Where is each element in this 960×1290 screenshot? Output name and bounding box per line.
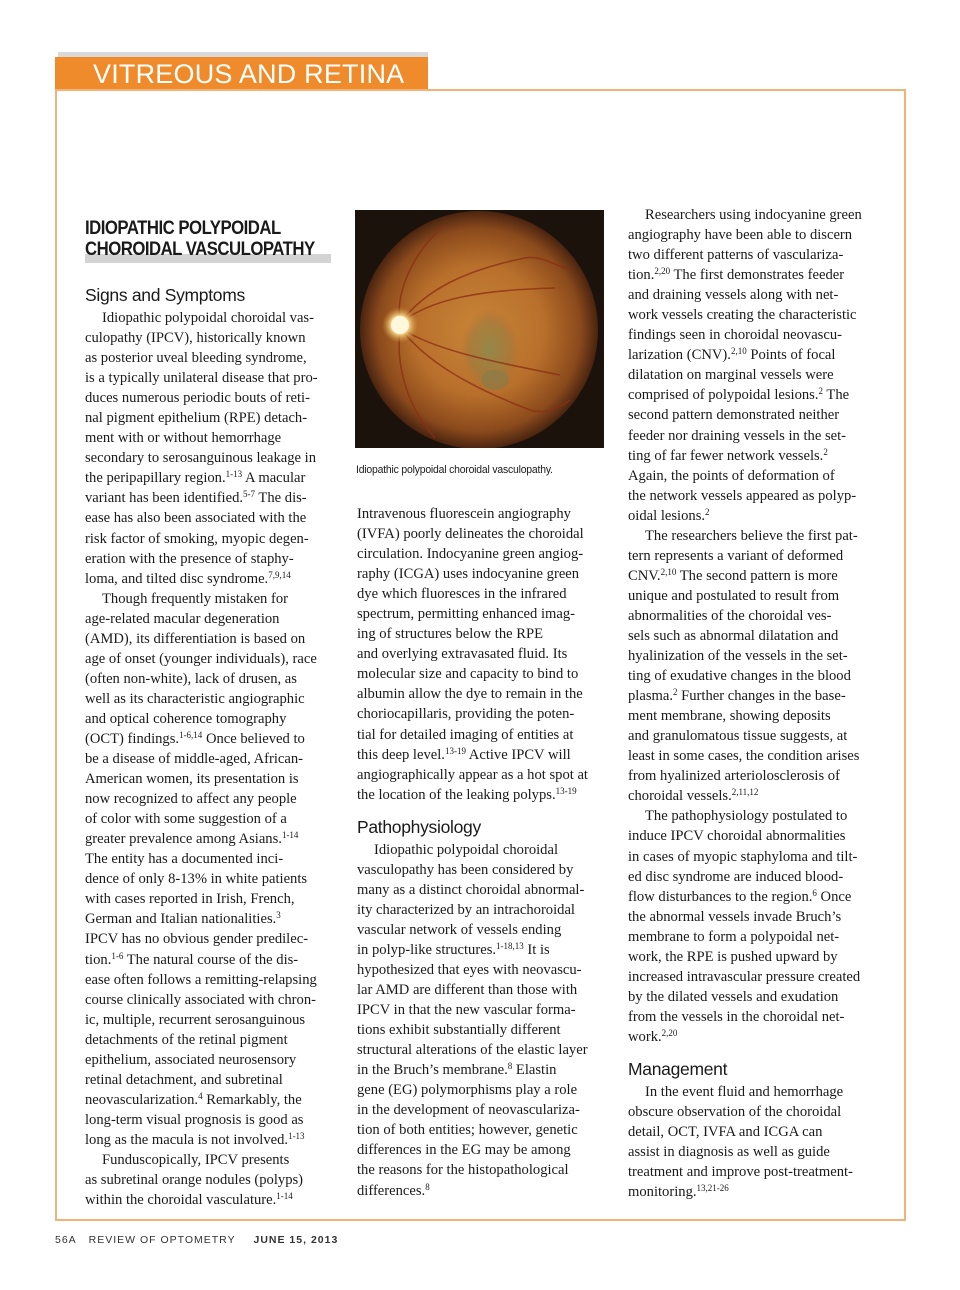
subhead-pathophysiology: Pathophysiology xyxy=(357,816,481,837)
paragraph: Funduscopically, IPCV presents as subretinal orange nodules (polyps) within the choroidal vasculature.$^{1-14}$ xyxy=(85,1151,304,1209)
column-1 xyxy=(85,218,335,1210)
page-number: 56A xyxy=(55,1234,77,1246)
section-header: VITREOUS AND RETINA xyxy=(55,57,428,90)
page-footer xyxy=(55,1234,338,1246)
article-title xyxy=(85,217,315,260)
paragraph: Idiopathic polypoidal choroidal vas- culopathy (IPCV), historically known as posterior uveal bleeding syndrome, is a typically unilateral disease that pro- duces numerous periodic bouts of reti- nal pigment epithelium (RPE) detach- ment with or without hemorrhage secondary to serosanguinous leakage in the peripapillary region.$^{1-13}$ A macular variant has been identified.$^{5-7}$ The dis- ease has also been associated with the risk factor of smoking, myopic degen- eration with the presence of staphy- loma, and tilted disc syndrome.$^{7,9,14}$ xyxy=(85,310,318,587)
fundus-photo xyxy=(355,210,604,448)
paragraph: Researchers using indocyanine green angiography have been able to discern two different patterns of vasculariza- tion.$^{2,20}$ The first demonstrates feeder and draining vessels along with net- work vessels creating the characteristic findings seen in choroidal neovascu- larization (CNV).$^{2,10}$ Points of focal dilatation on marginal vessels were comprised of polypoidal lesions.$^2$ The second pattern demonstrated neither feeder nor draining vessels in the set- ting of far fewer network vessels.$^2$ Again, the points of deformation of the network vessels appeared as polyp- oidal lesions.$^2$ xyxy=(628,207,862,524)
article-title-line-2: CHOROIDAL VASCULOPATHY xyxy=(85,238,315,260)
column-2 xyxy=(357,504,607,1201)
journal-name: REVIEW OF OPTOMETRY xyxy=(88,1234,236,1246)
article-title-line-1: IDIOPATHIC POLYPOIDAL xyxy=(85,217,281,239)
issue-date: JUNE 15, 2013 xyxy=(253,1234,339,1246)
paragraph: Though frequently mistaken for age-related macular degeneration (AMD), its differentiation is based on age of onset (younger individuals), race (often non-white), lack of drusen, as well as its characteristic angiographic and optical coherence tomography (OCT) findings.$^{1-6,14}$ Once believed to be a disease of middle-aged, African- American women, its presentation is now recognized to affect any people of color with some suggestion of a greater prevalence among Asians.$^{1-14}$ The entity has a documented inci- dence of only 8-13% in white patients with cases reported in Irish, French, German and Italian nationalities.$^3$ IPCV has no obvious gender predilec- tion.$^{1-6}$ The natural course of the dis- ease often follows a remitting-relapsing course clinically associated with chron- ic, multiple, recurrent serosanguinous detachments of the retinal pigment epithelium, associated neurosensory retinal detachment, and subretinal neovascularization.$^4$ Remarkably, the long-term visual prognosis is good as long as the macula is not involved.$^{1-13}$ xyxy=(85,590,317,1148)
column-3 xyxy=(628,205,883,1202)
paragraph: The researchers believe the first pat- tern represents a variant of deformed CNV.$^{2,10}$ The second pattern is more unique and postulated to result from abnormalities of the choroidal ves- sels such as abnormal dilatation and hyalinization of the vessels in the set- ting of exudative changes in the blood plasma.$^2$ Further changes in the base- ment membrane, showing deposits and granulomatous tissue suggests, at least in some cases, the condition arises from hyalinized arteriolosclerosis of choroidal vessels.$^{2,11,12}$ xyxy=(628,527,860,805)
subhead-management: Management xyxy=(628,1058,728,1079)
paragraph: Intravenous fluorescein angiography (IVFA) poorly delineates the choroidal circulation. Indocyanine green angiog- raphy (ICGA) uses indocyanine green dye which fluoresces in the infrared spectrum, permitting enhanced imag- ing of structures below the RPE and overlying extravasated fluid. Its molecular size and capacity to bind to albumin allow the dye to remain in the choriocapillaris, providing the poten- tial for detailed imaging of entities at this deep level.$^{13-19}$ Active IPCV will angiographically appear as a hot spot at the location of the leaking polyps.$^{13-19}$ xyxy=(357,506,588,803)
fundus-image xyxy=(355,210,604,448)
paragraph: In the event fluid and hemorrhage obscure observation of the choroidal detail, OCT, IVFA and ICGA can assist in diagnosis as well as guide treatment and improve post-treatment- monitoring.$^{13,21-26}$ xyxy=(628,1083,853,1201)
paragraph: Idiopathic polypoidal choroidal vasculopathy has been considered by many as a distinct choroidal abnormal- ity characterized by an intrachoroidal vascular network of vessels ending in polyp-like structures.$^{1-18,13}$ It is hypothesized that eyes with neovascu- lar AMD are different than those with IPCV in that the new vascular forma- tions exhibit substantially different structural alterations of the elastic layer in the Bruch’s membrane.$^8$ Elastin gene (EG) polymorphisms play a role in the development of neovasculariza- tion of both entities; however, genetic differences in the EG may be among the reasons for the histopathological differences.$^8$ xyxy=(357,841,588,1199)
figure-caption: Idiopathic polypoidal choroidal vasculopathy. xyxy=(356,464,553,476)
paragraph: The pathophysiology postulated to induce IPCV choroidal abnormalities in cases of myopic staphyloma and tilt- ed disc syndrome are induced blood- flow disturbances to the region.$^6$ Once the abnormal vessels invade Bruch’s membrane to form a polypoidal net- work, the RPE is pushed upward by increased intravascular pressure created by the dilated vessels and exudation from the vessels in the choroidal net- work.$^{2,20}$ xyxy=(628,808,861,1045)
subhead-signs-and-symptoms: Signs and Symptoms xyxy=(85,285,245,305)
